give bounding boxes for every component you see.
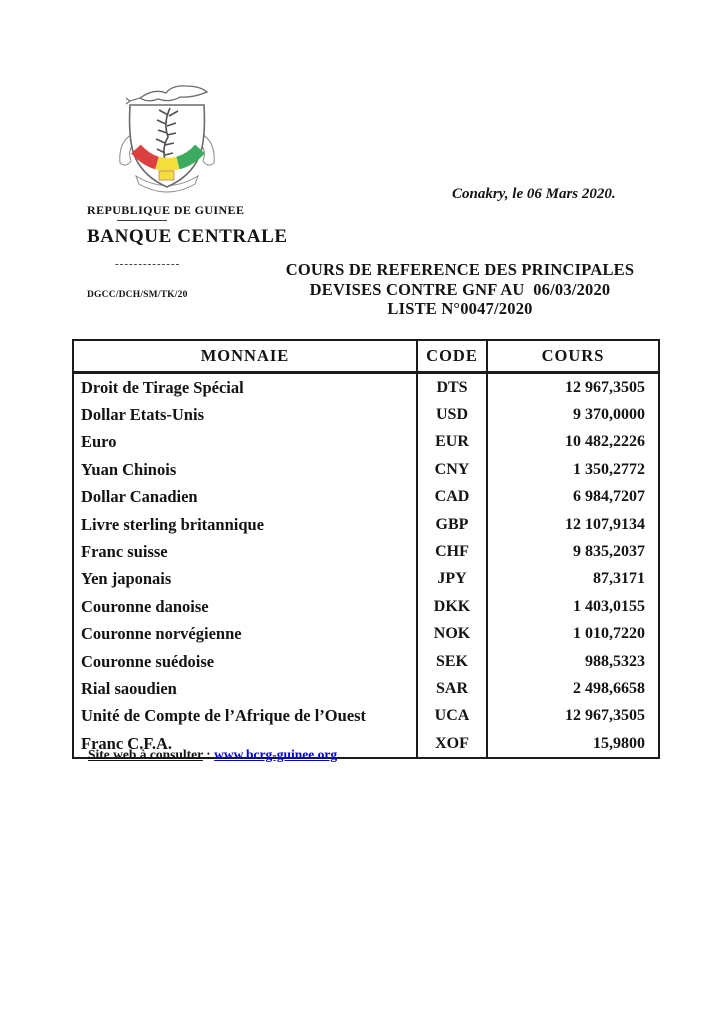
currency-rate: 988,5323: [585, 652, 645, 670]
currency-rate: 12 967,3505: [565, 378, 645, 396]
table-row: [73, 675, 659, 702]
currency-rate: 1 010,7220: [573, 625, 645, 643]
exchange-rates-table: [72, 339, 660, 759]
table-row: [73, 703, 659, 730]
currency-code: DTS: [417, 373, 487, 402]
currency-name: Dollar Canadien: [81, 487, 198, 507]
currency-code: DKK: [417, 593, 487, 620]
column-header-monnaie: MONNAIE: [73, 340, 417, 373]
currency-code: CNY: [417, 456, 487, 483]
table-row: [73, 566, 659, 593]
document-reference: DGCC/DCH/SM/TK/20: [87, 290, 188, 300]
flag-band-yellow: [157, 163, 178, 165]
currency-name: Unité de Compte de l’Afrique de l’Ouest: [81, 706, 367, 726]
currency-code: GBP: [417, 511, 487, 538]
table-row: [73, 648, 659, 675]
currency-code: NOK: [417, 621, 487, 648]
currency-rate: 9 370,0000: [573, 406, 645, 424]
column-header-code: CODE: [417, 340, 487, 373]
currency-name: Couronne norvégienne: [81, 624, 242, 644]
bank-name: BANQUE CENTRALE: [87, 226, 288, 247]
currency-rate: 1 350,2772: [573, 460, 645, 478]
period: .: [337, 747, 341, 762]
currency-name: Yuan Chinois: [81, 459, 177, 479]
currency-code: EUR: [417, 429, 487, 456]
table-row: [73, 621, 659, 648]
currency-code: SAR: [417, 675, 487, 702]
currency-name: Euro: [81, 432, 117, 452]
shield-tip-yellow: [159, 171, 174, 180]
currency-rate: 15,9800: [593, 734, 645, 752]
currency-code: UCA: [417, 703, 487, 730]
republic-name: REPUBLIQUE DE GUINEE: [87, 203, 245, 217]
colon-separator: :: [202, 747, 215, 762]
table-row: [73, 429, 659, 456]
guinea-coat-of-arms-icon: [106, 83, 232, 201]
currency-code: XOF: [417, 730, 487, 758]
currency-code: CHF: [417, 538, 487, 565]
table-row: [73, 456, 659, 483]
currency-name: Couronne danoise: [81, 596, 209, 616]
currency-rate: 1 403,0155: [573, 597, 645, 615]
currency-code: CAD: [417, 484, 487, 511]
currency-rate: 10 482,2226: [565, 433, 645, 451]
coat-of-arms-logo: [106, 83, 232, 201]
currency-rate: 9 835,2037: [573, 543, 645, 561]
currency-rate: 87,3171: [593, 570, 645, 588]
dashes-divider: --------------: [115, 258, 181, 270]
table-row: [73, 511, 659, 538]
website-link[interactable]: www.bcrg-guinee.org: [214, 747, 338, 762]
currency-name: Couronne suédoise: [81, 651, 215, 671]
currency-name: Livre sterling britannique: [81, 514, 265, 534]
currency-code: USD: [417, 401, 487, 428]
title-line-3: LISTE N°0047/2020: [387, 299, 533, 318]
currency-name: Rial saoudien: [81, 678, 177, 698]
currency-rate: 6 984,7207: [573, 488, 645, 506]
currency-code: SEK: [417, 648, 487, 675]
title-line-2: DEVISES CONTRE GNF AU 06/03/2020: [309, 279, 611, 299]
currency-name: Franc suisse: [81, 542, 168, 562]
dove-icon: [140, 86, 207, 101]
table-row: [73, 484, 659, 511]
currency-name: Franc C.F.A.: [81, 733, 173, 753]
table-row: [73, 373, 659, 402]
table-row: [73, 401, 659, 428]
date-line: Conakry, le 06 Mars 2020.: [452, 186, 616, 202]
republic-underline: [117, 220, 167, 221]
footer-website-line: [88, 747, 340, 763]
column-header-cours: COURS: [487, 340, 659, 373]
currency-rate: 12 107,9134: [565, 515, 645, 533]
website-label: Site web à consulter: [88, 747, 203, 762]
currency-rate: 2 498,6658: [573, 679, 645, 697]
table-header-row: [73, 340, 659, 373]
currency-name: Droit de Tirage Spécial: [81, 377, 244, 397]
table-row: [73, 593, 659, 620]
currency-name: Dollar Etats-Unis: [81, 405, 204, 425]
currency-name: Yen japonais: [81, 569, 172, 589]
currency-code: JPY: [417, 566, 487, 593]
table-row: [73, 538, 659, 565]
document-title: [250, 260, 670, 319]
currency-rate: 12 967,3505: [565, 707, 645, 725]
title-line-1: COURS DE REFERENCE DES PRINCIPALES: [285, 260, 635, 279]
